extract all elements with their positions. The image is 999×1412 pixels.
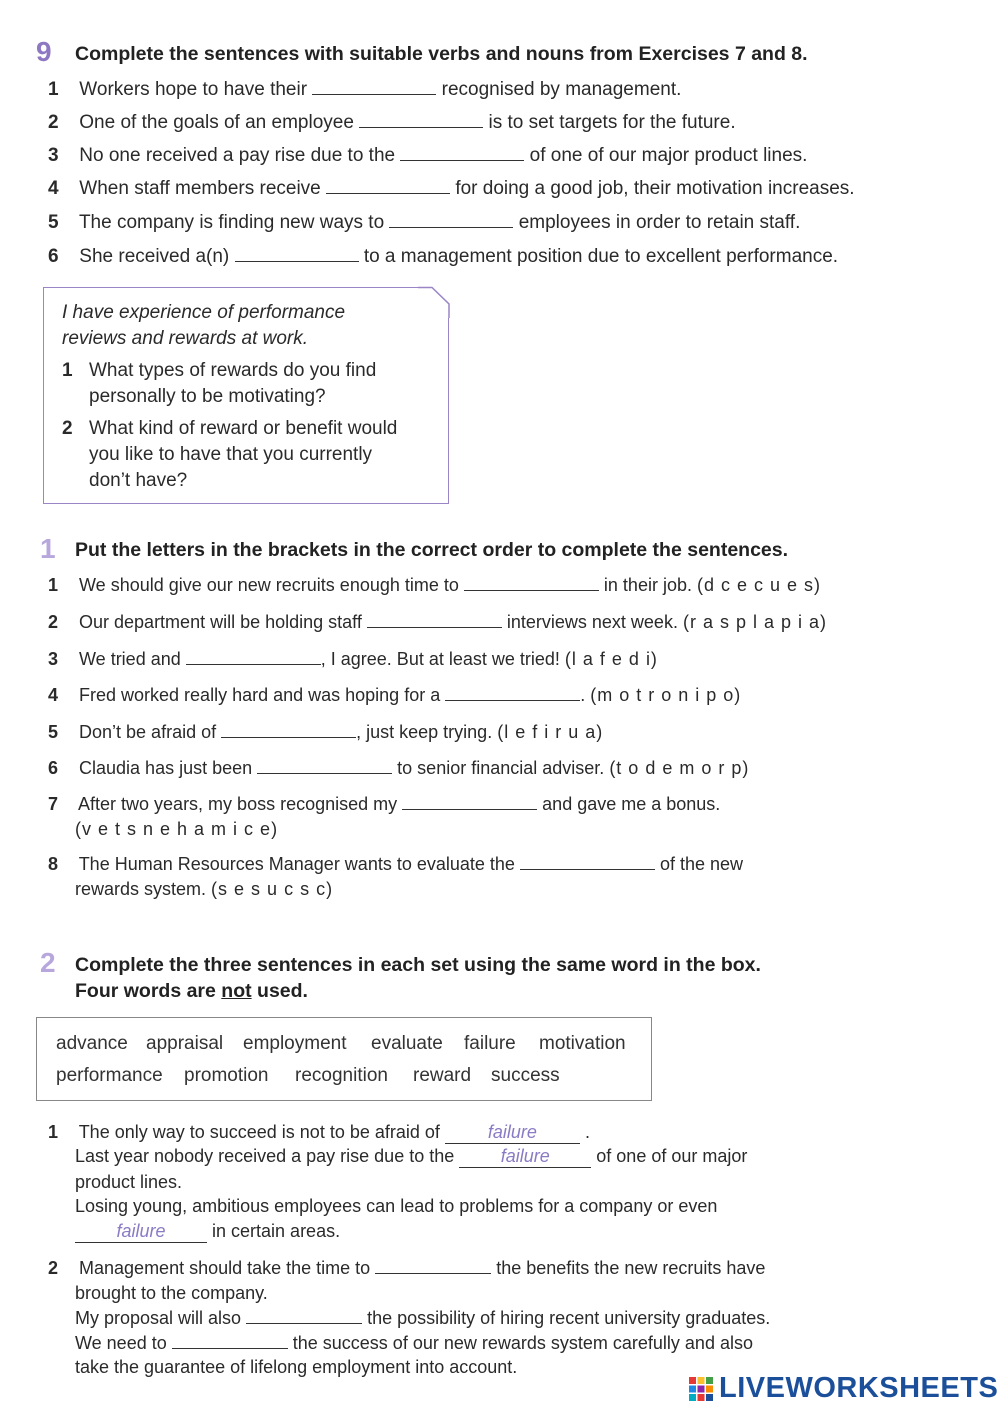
item-text-before: The company is finding new ways to [78,212,385,233]
item-text-after: of one of our major product lines. [529,145,808,166]
sentence-text-before: My proposal will also [75,1308,242,1328]
liveworksheets-logo-text: LIVEWORKSHEETS [719,1372,999,1404]
scrambled-letters-hint: (r a s p l a p i a) [682,612,828,632]
item-text-after: recognised by management. [441,79,682,100]
ex1-answer-5-input[interactable] [221,721,356,738]
item-number: 6 [48,246,59,267]
scrambled-letters-hint: (l a f e d i) [564,649,658,669]
item-number: 1 [48,575,59,595]
item-text-after: employees in order to retain staff. [518,212,801,233]
item-text-after: , I agree. But at least we tried! [320,649,560,669]
ex2-set-2-sentence-3-continuation: take the guarantee of lifelong employment into account. [75,1357,518,1377]
sentence-text-after: of one of our major [596,1146,748,1166]
item-text-before: The Human Resources Manager wants to evaluate the [78,854,515,874]
exercise-2-instruction-line-2 [75,980,308,1003]
discussion-q1-line-2: personally to be motivating? [89,386,326,407]
ex1-answer-2-input[interactable] [367,611,502,628]
discussion-q2-number: 2 [62,418,73,439]
exercise-9-instruction: Complete the sentences with suitable verbs and nouns from Exercises 7 and 8. [75,43,808,65]
ex1-item-7-hint: (v e t s n e h a m i c e) [75,819,279,839]
item-number: 3 [48,649,59,669]
ex1-item-8 [48,853,743,875]
exercise-1-instruction: Put the letters in the brackets in the correct order to complete the sentences. [75,539,789,561]
word-box-item: advance [56,1033,128,1054]
item-text-after: , just keep trying. [356,722,493,742]
item-text-after: is to set targets for the future. [488,112,736,133]
ex9-answer-1-input[interactable] [312,78,436,95]
ex1-item-2 [48,611,827,633]
sentence-text-before: We need to [75,1333,167,1353]
item-number: 3 [48,145,59,166]
ex9-answer-3-input[interactable] [400,144,524,161]
exercise-1-number: 1 [40,533,56,564]
ex1-item-3 [48,648,658,670]
ex1-item-4 [48,684,741,706]
ex9-item-6 [48,245,838,268]
ex9-item-2 [48,111,736,134]
item-number: 8 [48,854,59,874]
sentence-text-before: The only way to succeed is not to be afraid of [78,1122,440,1142]
item-text-before: We tried and [79,649,181,669]
ex9-item-3 [48,144,807,167]
exercise-2-instruction-line-1: Complete the three sentences in each set using the same word in the box. [75,954,761,976]
ex9-answer-4-input[interactable] [326,177,450,194]
ex1-item-7 [48,793,720,815]
ex2-set-1-sentence-1 [48,1122,590,1144]
word-box-item: employment [243,1033,347,1054]
word-box-item: evaluate [371,1033,443,1054]
discussion-intro-line-1: I have experience of performance [62,302,346,323]
instruction-text: used. [251,980,308,1002]
item-text-after: to senior financial adviser. [397,758,605,778]
ex1-answer-7-input[interactable] [402,793,537,810]
item-number: 5 [48,212,59,233]
item-text-before: Claudia has just been [79,758,253,778]
word-box-item: appraisal [146,1033,224,1054]
scrambled-letters-hint: (m o t r o n i p o) [590,685,742,705]
ex1-item-1 [48,574,821,596]
item-number: 2 [48,112,59,133]
item-text-after: of the new [659,854,744,874]
sentence-text-after: in certain areas. [212,1221,341,1241]
sentence-text-before: Last year nobody received a pay rise due to the [75,1146,455,1166]
ex1-answer-1-input[interactable] [464,574,599,591]
item-number: 2 [48,612,59,632]
ex1-answer-6-input[interactable] [257,757,392,774]
instruction-text: Four words are [75,980,222,1002]
item-text-after: in their job. [603,575,692,595]
discussion-q2-line-2: you like to have that you currently [89,444,373,465]
item-text-before: Fred worked really hard and was hoping for a [79,685,441,705]
ex2-set-1-sentence-3-line-2 [75,1221,340,1243]
ex2-set-2-sentence-3 [75,1332,753,1354]
discussion-q1-line-1: What types of rewards do you find [89,360,377,381]
item-text-before: Don’t be afraid of [79,722,217,742]
item-number: 4 [48,685,59,705]
ex2-set-1-sentence-2 [75,1146,747,1168]
item-number: 6 [48,758,59,778]
discussion-q2-line-3: don’t have? [89,470,188,491]
ex2-set-2-answer-3-input[interactable] [172,1332,288,1349]
sentence-text-after: . [584,1122,590,1142]
sentence-text-after: the possibility of hiring recent university graduates. [367,1308,771,1328]
ex2-set-1-answer-3-input[interactable]: failure [75,1221,207,1243]
scrambled-letters-hint: (l e f i r u a) [497,722,604,742]
item-text-after: for doing a good job, their motivation increases. [455,178,855,199]
ex2-set-1-sentence-3-line-1: Losing young, ambitious employees can lead to problems for a company or even [75,1196,718,1216]
item-text-before: One of the goals of an employee [79,112,354,133]
discussion-box [43,287,449,504]
word-box-item: recognition [295,1065,388,1086]
item-number: 7 [48,794,59,814]
scrambled-letters-hint: (t o d e m o r p) [609,758,750,778]
item-text-continuation: rewards system. [75,879,207,899]
item-text-before: No one received a pay rise due to the [79,145,396,166]
word-box-item: success [491,1065,560,1086]
ex9-answer-5-input[interactable] [389,211,513,228]
set-number: 1 [48,1122,59,1142]
item-text-before: We should give our new recruits enough time to [79,575,459,595]
item-text-after: to a management position due to excellent performance. [363,246,839,267]
discussion-q2-line-1: What kind of reward or benefit would [89,418,398,439]
ex9-item-1 [48,78,681,101]
word-box-item: failure [464,1033,516,1054]
ex2-set-2-sentence-1 [48,1257,765,1279]
item-text-after: and gave me a bonus. [542,794,721,814]
sentence-text-after: the success of our new rewards system carefully and also [292,1333,753,1353]
word-box-item: performance [56,1065,163,1086]
ex1-item-8-continuation [75,879,333,900]
item-text-before: After two years, my boss recognised my [78,794,398,814]
word-box [36,1017,652,1101]
ex2-set-1-sentence-2-continuation: product lines. [75,1172,183,1192]
item-text-before: Our department will be holding staff [79,612,362,632]
ex1-answer-4-input[interactable] [445,684,580,701]
ex2-set-2-answer-1-input[interactable] [375,1257,491,1274]
item-text-after: interviews next week. [506,612,678,632]
item-text-after: . [580,685,586,705]
ex9-item-5 [48,211,800,234]
item-number: 1 [48,79,59,100]
scrambled-letters-hint: (d c e c u e s) [697,575,822,595]
item-text-before: When staff members receive [79,178,321,199]
ex2-set-2-sentence-2 [75,1307,770,1329]
ex2-set-2-sentence-1-continuation: brought to the company. [75,1283,268,1303]
sentence-text-before: Management should take the time to [79,1258,371,1278]
folded-corner-decoration [418,286,450,318]
ex1-answer-8-input[interactable] [520,853,655,870]
ex1-item-5 [48,721,603,743]
set-number: 2 [48,1258,59,1278]
item-text-before: She received a(n) [79,246,230,267]
item-number: 5 [48,722,59,742]
ex2-set-1-answer-1-input[interactable]: failure [445,1122,580,1144]
word-box-item: promotion [184,1065,269,1086]
scrambled-letters-hint: (s e s u c s c) [211,879,334,899]
discussion-q1-number: 1 [62,360,73,381]
item-number: 4 [48,178,59,199]
ex2-set-2-answer-2-input[interactable] [246,1307,362,1324]
word-box-item: reward [413,1065,472,1086]
liveworksheets-logo-icon [689,1377,713,1401]
exercise-9-number: 9 [36,36,52,67]
item-text-before: Workers hope to have their [79,79,308,100]
ex9-answer-2-input[interactable] [359,111,483,128]
ex1-item-6 [48,757,749,779]
word-box-item: motivation [539,1033,626,1054]
sentence-text-after: the benefits the new recruits have [496,1258,766,1278]
discussion-intro-line-2: reviews and rewards at work. [62,328,309,349]
ex1-answer-3-input[interactable] [186,648,321,665]
instruction-emphasis: not [221,980,252,1002]
ex9-item-4 [48,177,855,200]
ex9-answer-6-input[interactable] [235,245,359,262]
ex2-set-1-answer-2-input[interactable]: failure [459,1146,591,1168]
exercise-2-number: 2 [40,947,56,978]
